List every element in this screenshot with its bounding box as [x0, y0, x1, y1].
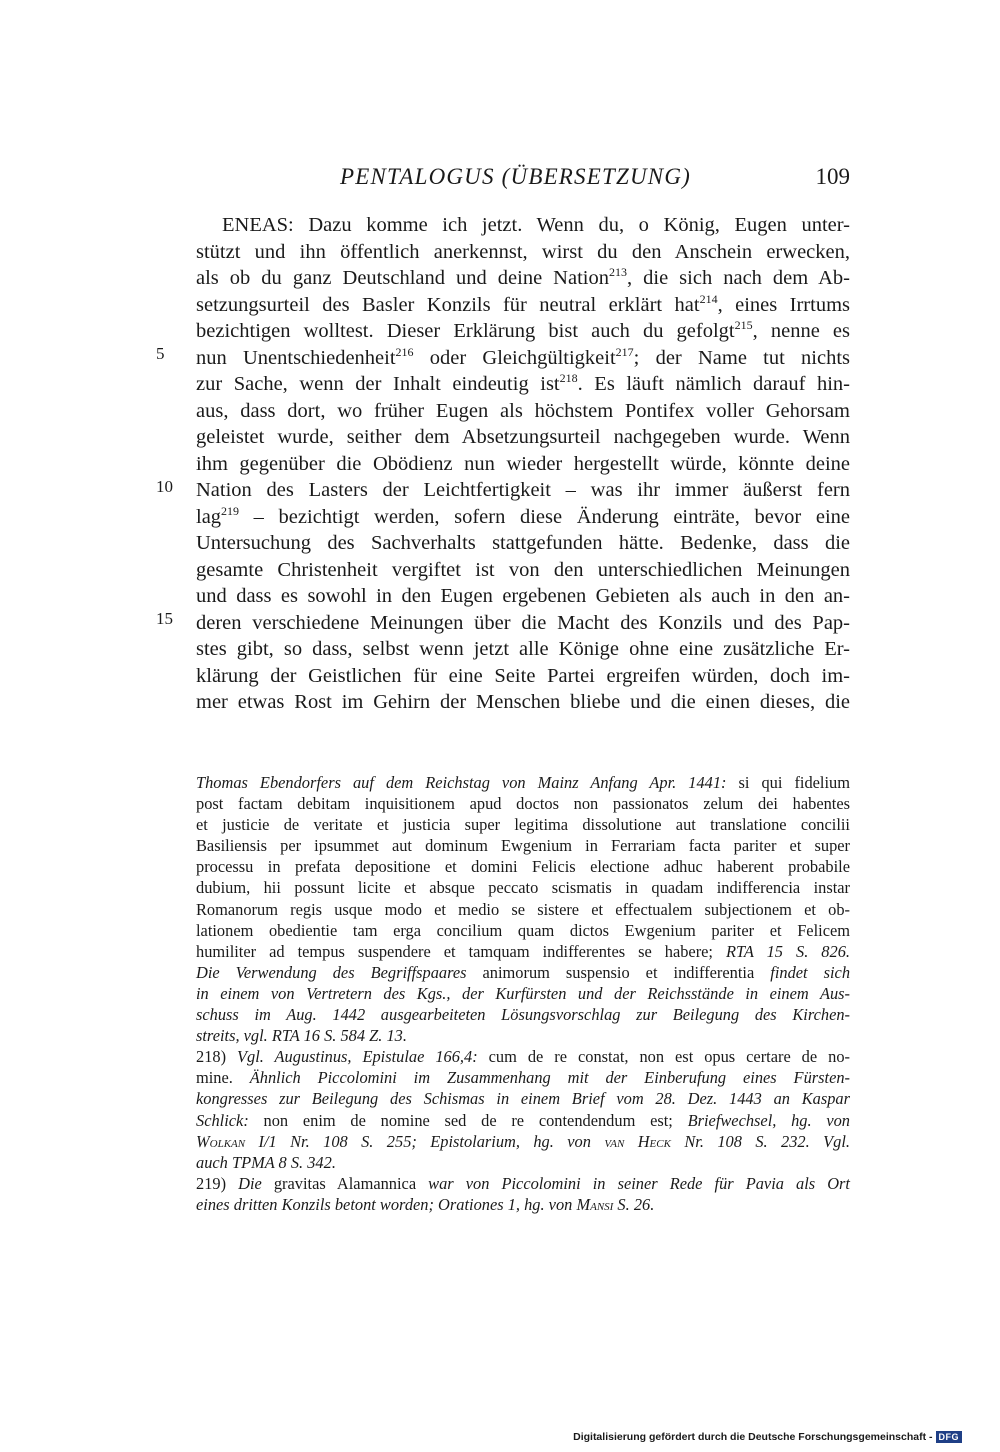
footnote-italic-text: S. 26. — [613, 1194, 655, 1214]
text-line — [196, 689, 850, 716]
line-number: 5 — [156, 344, 165, 363]
text-run: stützt und ihn öffentlich anerkennst, wirst du den Anschein erwecken, — [196, 240, 850, 263]
text-line — [196, 239, 850, 266]
footnote-line — [196, 835, 850, 856]
text-line — [196, 530, 850, 557]
footnote-ref[interactable]: 219 — [221, 503, 240, 518]
funding-credit-text: Digitalisierung gefördert durch die Deutsche Forschungsgemeinschaft - — [573, 1431, 933, 1443]
text-run: . Es läuft nämlich darauf hin- — [577, 373, 850, 395]
text-run: , eines Irrtums — [717, 293, 850, 316]
footnote-italic-text: van Heck — [604, 1131, 671, 1151]
text-run: geleistet wurde, seither dem Absetzungsurteil nachgegeben wurde. Wenn — [196, 426, 850, 448]
footnote-ref[interactable]: 215 — [734, 318, 753, 332]
footnote-italic-text: Briefwechsel, hg. von — [687, 1110, 851, 1130]
footnote-text: 218) — [196, 1047, 238, 1067]
footnote-italic-text: streits, vgl. RTA 16 S. 584 Z. 13. — [196, 1026, 407, 1046]
footnote-text: mine. — [196, 1068, 250, 1088]
footnote-ref[interactable]: 214 — [699, 291, 718, 306]
footnote-text: si qui fidelium — [726, 773, 850, 792]
text-run: ihm gegenüber die Obödienz nun wieder hergestellt würde, könnte deine — [196, 452, 850, 475]
text-run: Untersuchung des Sachverhalts stattgefunden hätte. Bedenke, dass die — [196, 532, 850, 554]
footnote-ref[interactable]: 216 — [395, 344, 414, 359]
text-run: gesamte Christenheit vergiftet ist von den unterschiedlichen Meinungen — [196, 558, 850, 581]
footnote-ref[interactable]: 213 — [608, 265, 627, 279]
footnote-text: animorum suspensio et indifferentia — [466, 962, 771, 982]
footnote-italic-text: Die — [238, 1173, 262, 1193]
footnote-line — [196, 814, 850, 835]
footnote-text: et justicie de veritate et justicia super legitima dissolutione aut translatione concilii — [196, 815, 850, 835]
text-run: Nation des Lasters der Leichtfertigkeit – was ihr immer äußerst fern — [196, 479, 850, 501]
footnote-italic-text: Vgl. Augustinus, Epistulae 166,4: — [237, 1047, 478, 1067]
text-line — [196, 610, 850, 637]
footnote-italic-text: eines dritten Konzils betont worden; Orationes 1, hg. von — [196, 1194, 577, 1214]
footnote-line — [196, 1110, 850, 1131]
text-run: mer etwas Rost im Gehirn der Menschen bliebe und die einen dieses, die — [196, 691, 850, 713]
footnote-text: Romanorum regis usque modo et medio se sistere et effectualem subjectionem et ob- — [196, 899, 850, 919]
footnote-text: Basiliensis per ipsummet aut dominum Ewgenium in Ferrariam facta pariter et super — [196, 836, 850, 856]
text-line — [196, 212, 850, 239]
footnote-line — [196, 1173, 850, 1194]
footnote-text: humiliter ad tempus suspendere et tamquam indifferentes se habere; — [196, 941, 726, 961]
text-line — [196, 636, 850, 663]
running-title: PENTALOGUS (ÜBERSETZUNG) — [340, 164, 692, 189]
footnote-text: 219) — [196, 1173, 239, 1193]
footnote-line — [196, 983, 850, 1004]
footnote-italic-text: Thomas Ebendorfers auf dem Reichstag von Mainz Anfang Apr. 1441: — [196, 773, 727, 792]
footnote-line — [196, 1067, 850, 1088]
footnote-line — [196, 920, 850, 941]
footnote-line — [196, 772, 850, 793]
text-run: aus, dass dort, wo früher Eugen als höchstem Pontifex voller Gehorsam — [196, 399, 850, 422]
text-run: oder Gleichgültigkeit — [413, 346, 616, 369]
footnote-italic-text: RTA 15 S. 826. — [725, 941, 850, 961]
text-line — [196, 345, 850, 372]
footnote-ref[interactable]: 218 — [559, 371, 578, 385]
footnote-italic-text: schuss im Aug. 1442 ausgearbeiteten Lösungsvorschlag zur Beilegung des Kirchen- — [196, 1005, 850, 1025]
footnote-italic-text: war von Piccolomini in seiner Rede für Pavia als Ort — [428, 1173, 850, 1193]
footnote-line — [196, 1025, 850, 1046]
footnote-italic-text: Die Verwendung des Begriffspaares — [196, 962, 467, 982]
text-run: ENEAS: Dazu komme ich jetzt. Wenn du, o König, Eugen unter- — [222, 214, 850, 236]
footnote-text: gravitas Alamannica — [261, 1173, 429, 1193]
text-line — [196, 663, 850, 690]
text-run: ; der Name tut nichts — [633, 346, 850, 369]
text-line — [196, 318, 850, 345]
text-run: zur Sache, wenn der Inhalt eindeutig ist — [196, 373, 560, 395]
footnote-italic-text: Ähnlich Piccolomini im Zusammenhang mit der Einberufung eines Fürsten- — [249, 1068, 850, 1088]
text-line — [196, 265, 850, 292]
text-run: stes gibt, so dass, selbst wenn jetzt alle Könige ohne eine zusätzliche Er- — [196, 638, 850, 660]
footnote-text: lationem obedientie tam erga concilium quam dictos Ewgenium pariter et Felicem — [196, 920, 850, 940]
text-line — [196, 583, 850, 610]
text-line — [196, 504, 850, 531]
footnote-ref[interactable]: 217 — [615, 344, 634, 359]
text-run: , nenne es — [752, 320, 850, 342]
text-run: nun Unentschiedenheit — [196, 346, 396, 369]
footnote-italic-text: findet sich — [770, 962, 851, 982]
footnote-line — [196, 793, 850, 814]
text-line — [196, 477, 850, 504]
footnote-line — [196, 941, 850, 962]
footnote-text: processu in prefata depositione et domini Felicis electione adhuc haberent probabile — [196, 857, 850, 877]
text-run: , die sich nach dem Ab- — [626, 267, 850, 289]
text-line — [196, 451, 850, 478]
footnote-line — [196, 899, 850, 920]
footnote-italic-text: Schlick: — [196, 1110, 249, 1130]
main-text — [156, 212, 850, 716]
footnote-line — [196, 962, 850, 983]
footnote-text: non enim de nomine sed de re contendendum est; — [248, 1110, 688, 1130]
text-run: als ob du ganz Deutschland und deine Nation — [196, 267, 609, 289]
footnote-line — [196, 1152, 850, 1173]
text-run: setzungsurteil des Basler Konzils für neutral erklärt hat — [196, 293, 700, 316]
text-run: und dass es sowohl in den Eugen ergebenen Gebieten als auch in den an- — [196, 585, 850, 607]
funding-credit — [573, 1431, 962, 1443]
text-line — [196, 292, 850, 319]
text-line — [196, 557, 850, 584]
text-run: bezichtigen wolltest. Dieser Erklärung bist auch du gefolgt — [196, 320, 735, 342]
line-number: 10 — [156, 476, 173, 496]
footnote-text: cum de re constat, non est opus certare de no- — [477, 1047, 850, 1067]
text-run: lag — [196, 505, 222, 528]
line-number: 15 — [156, 609, 173, 628]
footnote-text: dubium, hii possunt licite et absque peccato scismatis in quadam indifferencia instar — [196, 878, 850, 898]
page-number: 109 — [815, 164, 850, 189]
footnote-line — [196, 877, 850, 898]
footnotes — [196, 772, 850, 1215]
footnote-italic-text: Mansi — [576, 1194, 614, 1214]
text-line — [196, 398, 850, 425]
text-line — [196, 424, 850, 451]
text-run: – bezichtigt werden, sofern diese Änderung einträte, bevor eine — [239, 505, 850, 528]
text-line — [196, 371, 850, 398]
footnote-italic-text: I/1 Nr. 108 S. 255; Epistolarium, hg. von — [245, 1131, 605, 1151]
footnote-text: post factam debitam inquisitionem apud doctos non passionatos zelum dei habentes — [196, 794, 850, 814]
footnote-italic-text: auch TPMA 8 S. 342. — [196, 1152, 336, 1172]
footnote-italic-text: Wolkan — [196, 1131, 246, 1151]
footnote-line — [196, 1088, 850, 1109]
footnote-line — [196, 856, 850, 877]
footnote-line — [196, 1046, 850, 1067]
footnote-line — [196, 1131, 850, 1152]
footnote-italic-text: Nr. 108 S. 232. Vgl. — [670, 1131, 850, 1151]
footnote-italic-text: kongresses zur Beilegung des Schismas in einem Brief vom 28. Dez. 1443 an Kaspar — [196, 1089, 850, 1109]
footnote-italic-text: in einem von Vertretern des Kgs., der Kurfürsten und der Reichsstände in einem Aus- — [196, 983, 850, 1003]
text-run: klärung der Geistlichen für eine Seite Partei ergreifen würden, doch im- — [196, 664, 850, 687]
footnote-line — [196, 1004, 850, 1025]
footnote-line — [196, 1194, 850, 1215]
dfg-logo: DFG — [936, 1431, 963, 1443]
text-run: deren verschiedene Meinungen über die Macht des Konzils und des Pap- — [196, 611, 850, 634]
